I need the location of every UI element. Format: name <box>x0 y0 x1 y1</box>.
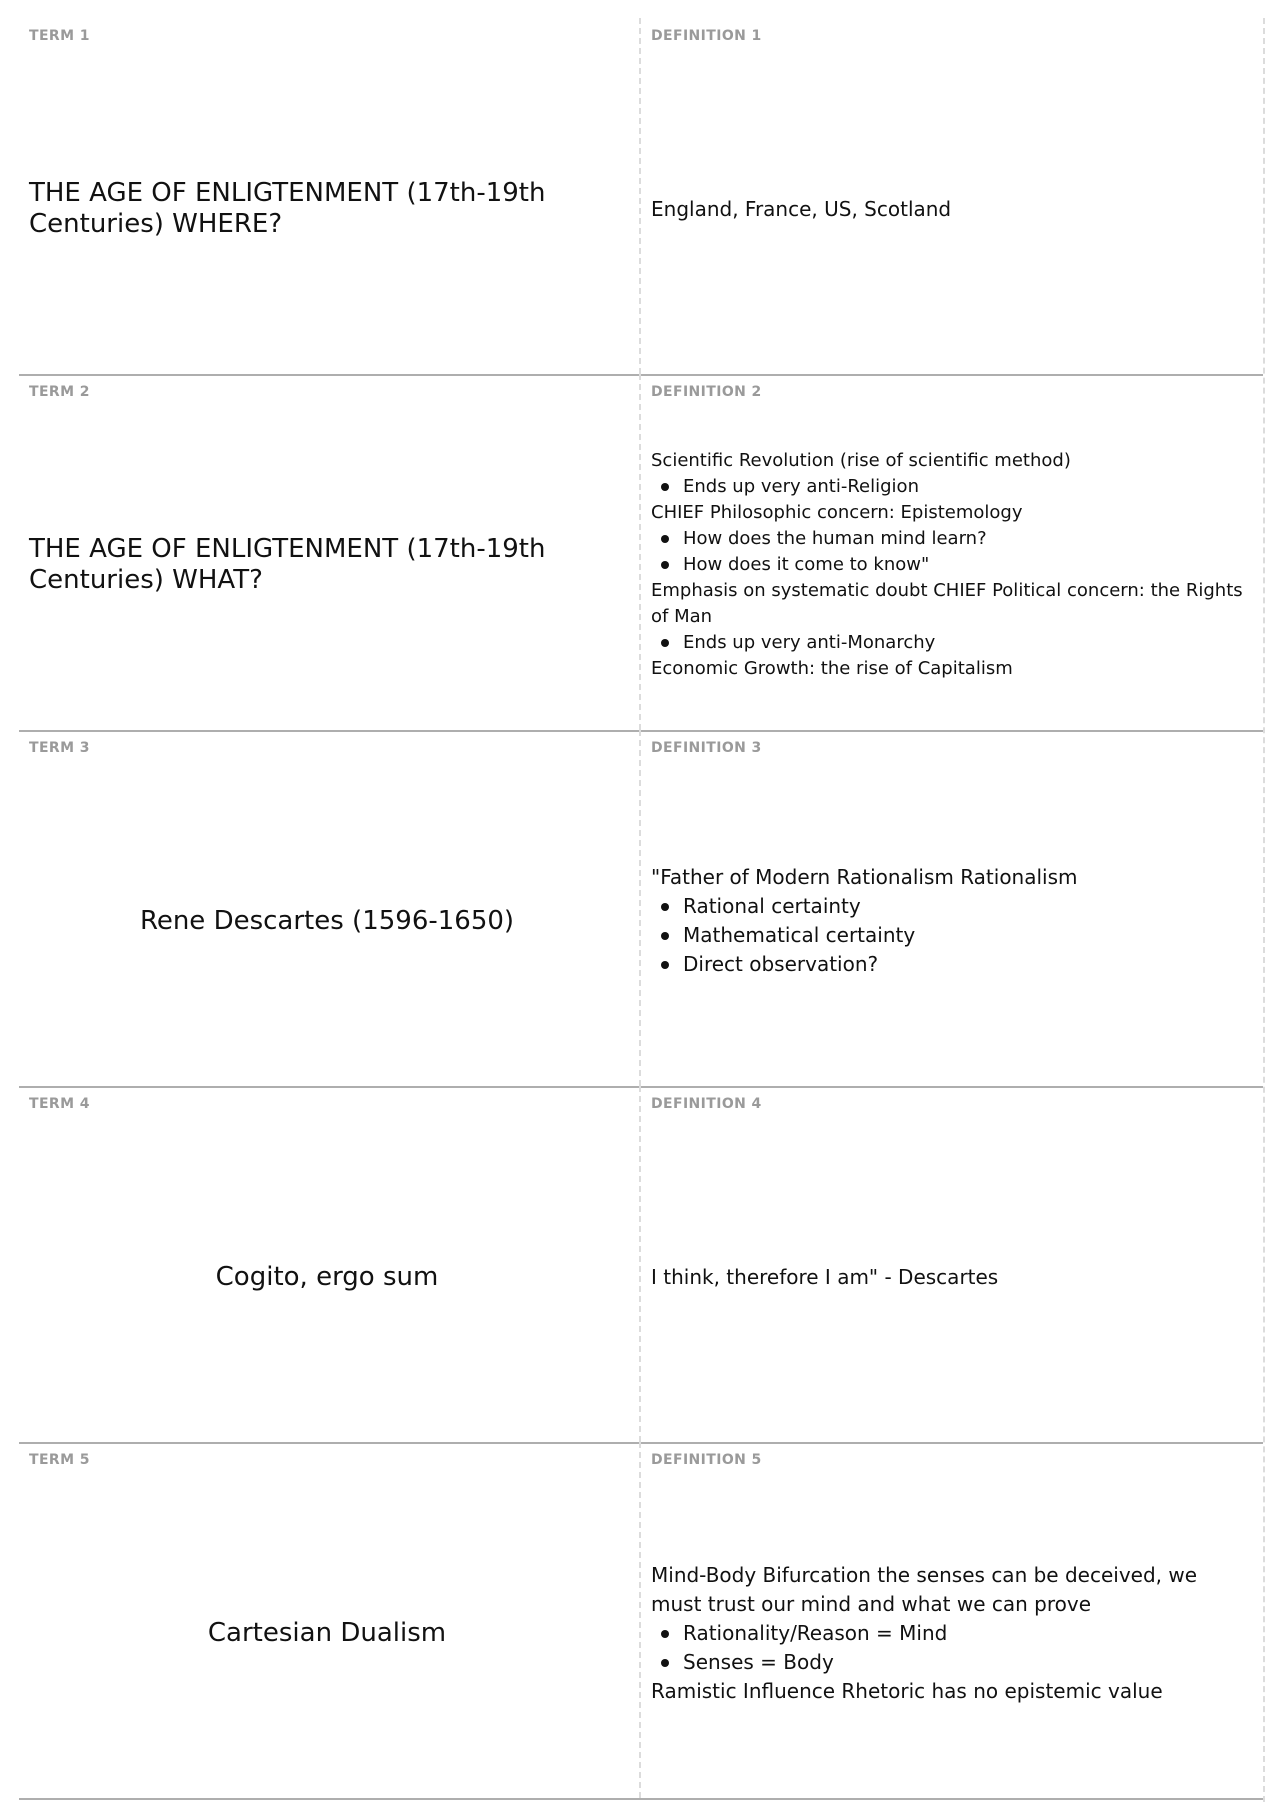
term-cell-3 <box>19 730 641 1086</box>
definition-bullet: How does the human mind learn? <box>651 526 1253 552</box>
definition-line: "Father of Modern Rationalism Rationalism <box>651 865 1078 889</box>
flashcard-row-3 <box>19 730 1263 1088</box>
definition-bullet: Direct observation? <box>651 950 1253 979</box>
definition-line: Ramistic Influence Rhetoric has no epistemic value <box>651 1678 1163 1703</box>
definition-line: Economic Growth: the rise of Capitalism <box>651 658 1013 679</box>
definition-bullet: How does it come to know" <box>651 552 1253 578</box>
definition-body <box>651 1561 1253 1706</box>
definition-label: DEFINITION 1 <box>651 28 762 44</box>
term-text: Cartesian Dualism <box>207 1617 447 1648</box>
definition-line: England, France, US, Scotland <box>651 196 952 221</box>
term-text: Rene Descartes (1596-1650) <box>139 905 515 936</box>
definition-line: Mind-Body Bifurcation the senses can be deceived, we must trust our mind and what we can prove <box>651 1562 1198 1616</box>
definition-line: Emphasis on systematic doubt CHIEF Political concern: the Rights of Man <box>651 580 1243 627</box>
flashcard-sheet <box>19 18 1265 1802</box>
definition-bullet: Senses = Body <box>651 1648 1253 1677</box>
definition-cell-4 <box>641 1086 1263 1442</box>
definition-body <box>651 863 1253 979</box>
definition-label: DEFINITION 3 <box>651 740 762 756</box>
definition-label: DEFINITION 2 <box>651 384 762 400</box>
definition-label: DEFINITION 4 <box>651 1096 762 1112</box>
definition-cell-3 <box>641 730 1263 1086</box>
term-cell-5 <box>19 1442 641 1798</box>
definition-label: DEFINITION 5 <box>651 1452 762 1468</box>
flashcard-row-5 <box>19 1442 1263 1800</box>
term-cell-2 <box>19 374 641 730</box>
term-text: Cogito, ergo sum <box>215 1261 439 1292</box>
term-cell-4 <box>19 1086 641 1442</box>
definition-body <box>651 195 1253 224</box>
definition-bullet: Mathematical certainty <box>651 921 1253 950</box>
term-label: TERM 5 <box>29 1452 90 1468</box>
definition-cell-5 <box>641 1442 1263 1798</box>
term-label: TERM 3 <box>29 740 90 756</box>
definition-cell-1 <box>641 18 1263 374</box>
definition-line: I think, therefore I am" - Descartes <box>651 1264 999 1289</box>
definition-bullet: Rationality/Reason = Mind <box>651 1619 1253 1648</box>
term-label: TERM 2 <box>29 384 90 400</box>
definition-line: CHIEF Philosophic concern: Epistemology <box>651 502 1023 523</box>
term-text: THE AGE OF ENLIGTENMENT (17th-19th Centuries) WHERE? <box>29 178 546 239</box>
flashcard-row-1 <box>19 18 1263 376</box>
definition-body <box>651 448 1253 682</box>
definition-line: Scientific Revolution (rise of scientific method) <box>651 450 1071 471</box>
definition-cell-2 <box>641 374 1263 730</box>
definition-bullet: Ends up very anti-Monarchy <box>651 630 1253 656</box>
definition-bullet: Rational certainty <box>651 892 1253 921</box>
definition-body <box>651 1263 1253 1292</box>
term-cell-1 <box>19 18 641 374</box>
term-label: TERM 4 <box>29 1096 90 1112</box>
definition-bullet: Ends up very anti-Religion <box>651 474 1253 500</box>
flashcard-row-2 <box>19 374 1263 732</box>
term-label: TERM 1 <box>29 28 90 44</box>
flashcard-row-4 <box>19 1086 1263 1444</box>
term-text: THE AGE OF ENLIGTENMENT (17th-19th Centuries) WHAT? <box>29 534 546 595</box>
